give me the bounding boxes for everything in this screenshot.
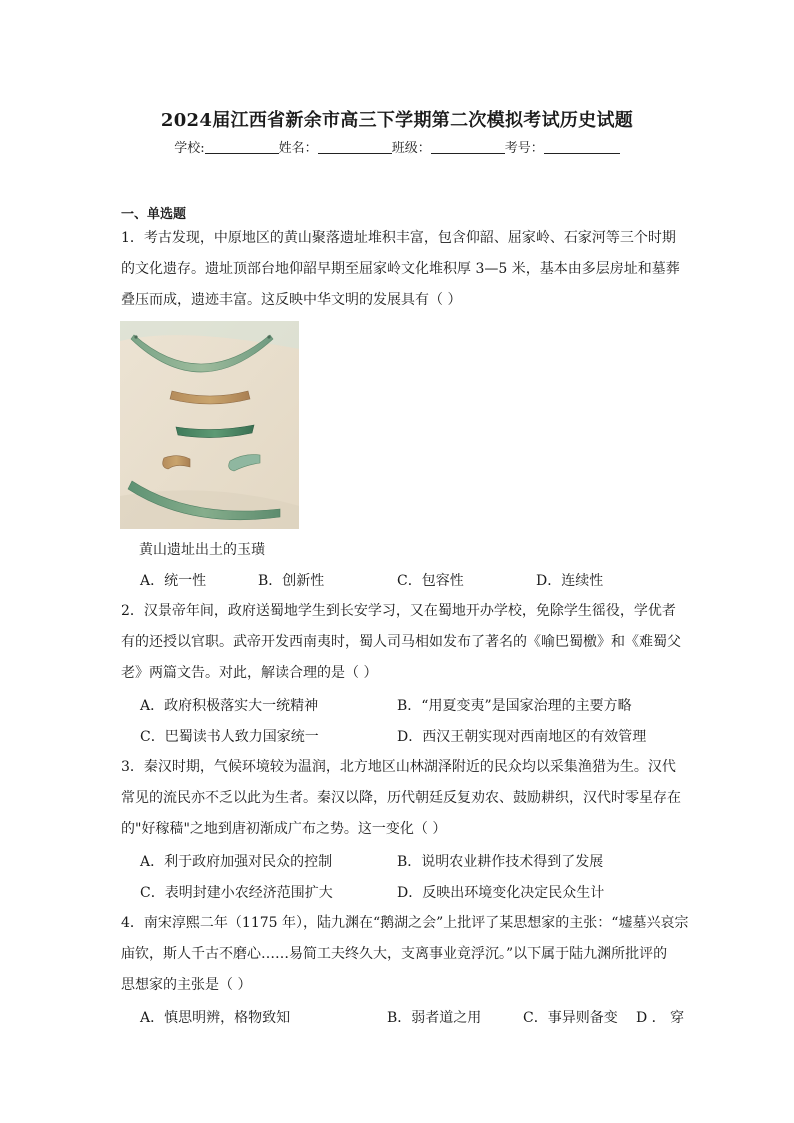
q3-option-b[interactable]: B．说明农业耕作技术得到了发展: [397, 854, 604, 870]
class-label: 班级：: [391, 141, 431, 156]
q2-option-b[interactable]: B．“用夏变夷”是国家治理的主要方略: [397, 698, 632, 714]
jade-huang-photo: [120, 321, 299, 529]
q1-line3: 叠压而成，遗迹丰富。这反映中华文明的发展具有（ ）: [121, 292, 462, 308]
q4-line1: 4．南宋淳熙二年（1175 年），陆九渊在“鹅湖之会”上批评了某思想家的主张：“墟墓兴哀宗: [121, 915, 689, 931]
exam-title: 2024届江西省新余市高三下学期第二次模拟考试历史试题: [160, 110, 634, 131]
q4-option-b[interactable]: B．弱者道之用: [387, 1010, 482, 1026]
image-caption: 黄山遗址出土的玉璜: [139, 542, 265, 558]
q1-line1: 1．考古发现，中原地区的黄山聚落遗址堆积丰富，包含仰韶、屈家岭、石家河等三个时期: [121, 230, 676, 246]
q2-line2: 有的还授以官职。武帝开发西南夷时，蜀人司马相如发布了著名的《喻巴蜀檄》和《难蜀父: [121, 634, 681, 650]
class-blank[interactable]: [431, 140, 505, 154]
q2-line3: 老》两篇文告。对此，解读合理的是（ ）: [121, 665, 378, 681]
q4-option-c[interactable]: C．事异则备变: [523, 1010, 618, 1026]
q4-option-a[interactable]: A．慎思明辨，格物致知: [140, 1010, 291, 1026]
student-info-line: [0, 137, 794, 156]
q1-option-a[interactable]: A．统一性: [140, 573, 207, 589]
q1-option-b[interactable]: B．创新性: [258, 573, 325, 589]
q4-line3: 思想家的主张是（ ）: [121, 977, 252, 993]
q2-option-d[interactable]: D．西汉王朝实现对西南地区的有效管理: [397, 729, 647, 745]
q3-line1: 3．秦汉时期，气候环境较为温润，北方地区山林湖泽附近的民众均以采集渔猎为生。汉代: [121, 759, 676, 775]
q4-line2: 庙钦，斯人千古不磨心……易简工夫终久大，支离事业竟浮沉。”以下属于陆九渊所批评的: [121, 946, 668, 962]
section-heading: 一、单选题: [121, 207, 187, 222]
q3-line2: 常见的流民亦不乏以此为生者。秦汉以降，历代朝廷反复劝农、鼓励耕织，汉代时零星存在: [121, 790, 681, 806]
q2-line1: 2．汉景帝年间，政府送蜀地学生到长安学习，又在蜀地开办学校，免除学生徭役，学优者: [121, 603, 676, 619]
q3-option-d[interactable]: D．反映出环境变化决定民众生计: [397, 885, 605, 901]
q1-option-d[interactable]: D．连续性: [536, 573, 604, 589]
exam-no-blank[interactable]: [544, 140, 620, 154]
school-label: 学校:: [174, 141, 205, 156]
q2-option-a[interactable]: A．政府积极落实大一统精神: [140, 698, 319, 714]
school-blank[interactable]: [205, 140, 279, 154]
q1-line2: 的文化遗存。遗址顶部台地仰韶早期至屈家岭文化堆积厚 3—5 米，基本由多层房址和墓葬: [121, 261, 680, 277]
q3-option-c[interactable]: C．表明封建小农经济范围扩大: [140, 885, 333, 901]
q1-option-c[interactable]: C．包容性: [397, 573, 464, 589]
name-blank[interactable]: [318, 140, 392, 154]
exam-no-label: 考号：: [504, 141, 544, 156]
name-label: 姓名：: [278, 141, 318, 156]
q4-option-d[interactable]: D ． 穿: [636, 1010, 685, 1026]
q2-option-c[interactable]: C．巴蜀读书人致力国家统一: [140, 729, 319, 745]
q3-line3: 的"好稼穑"之地到唐初渐成广布之势。这一变化（ ）: [121, 821, 447, 837]
q3-option-a[interactable]: A．利于政府加强对民众的控制: [140, 854, 333, 870]
